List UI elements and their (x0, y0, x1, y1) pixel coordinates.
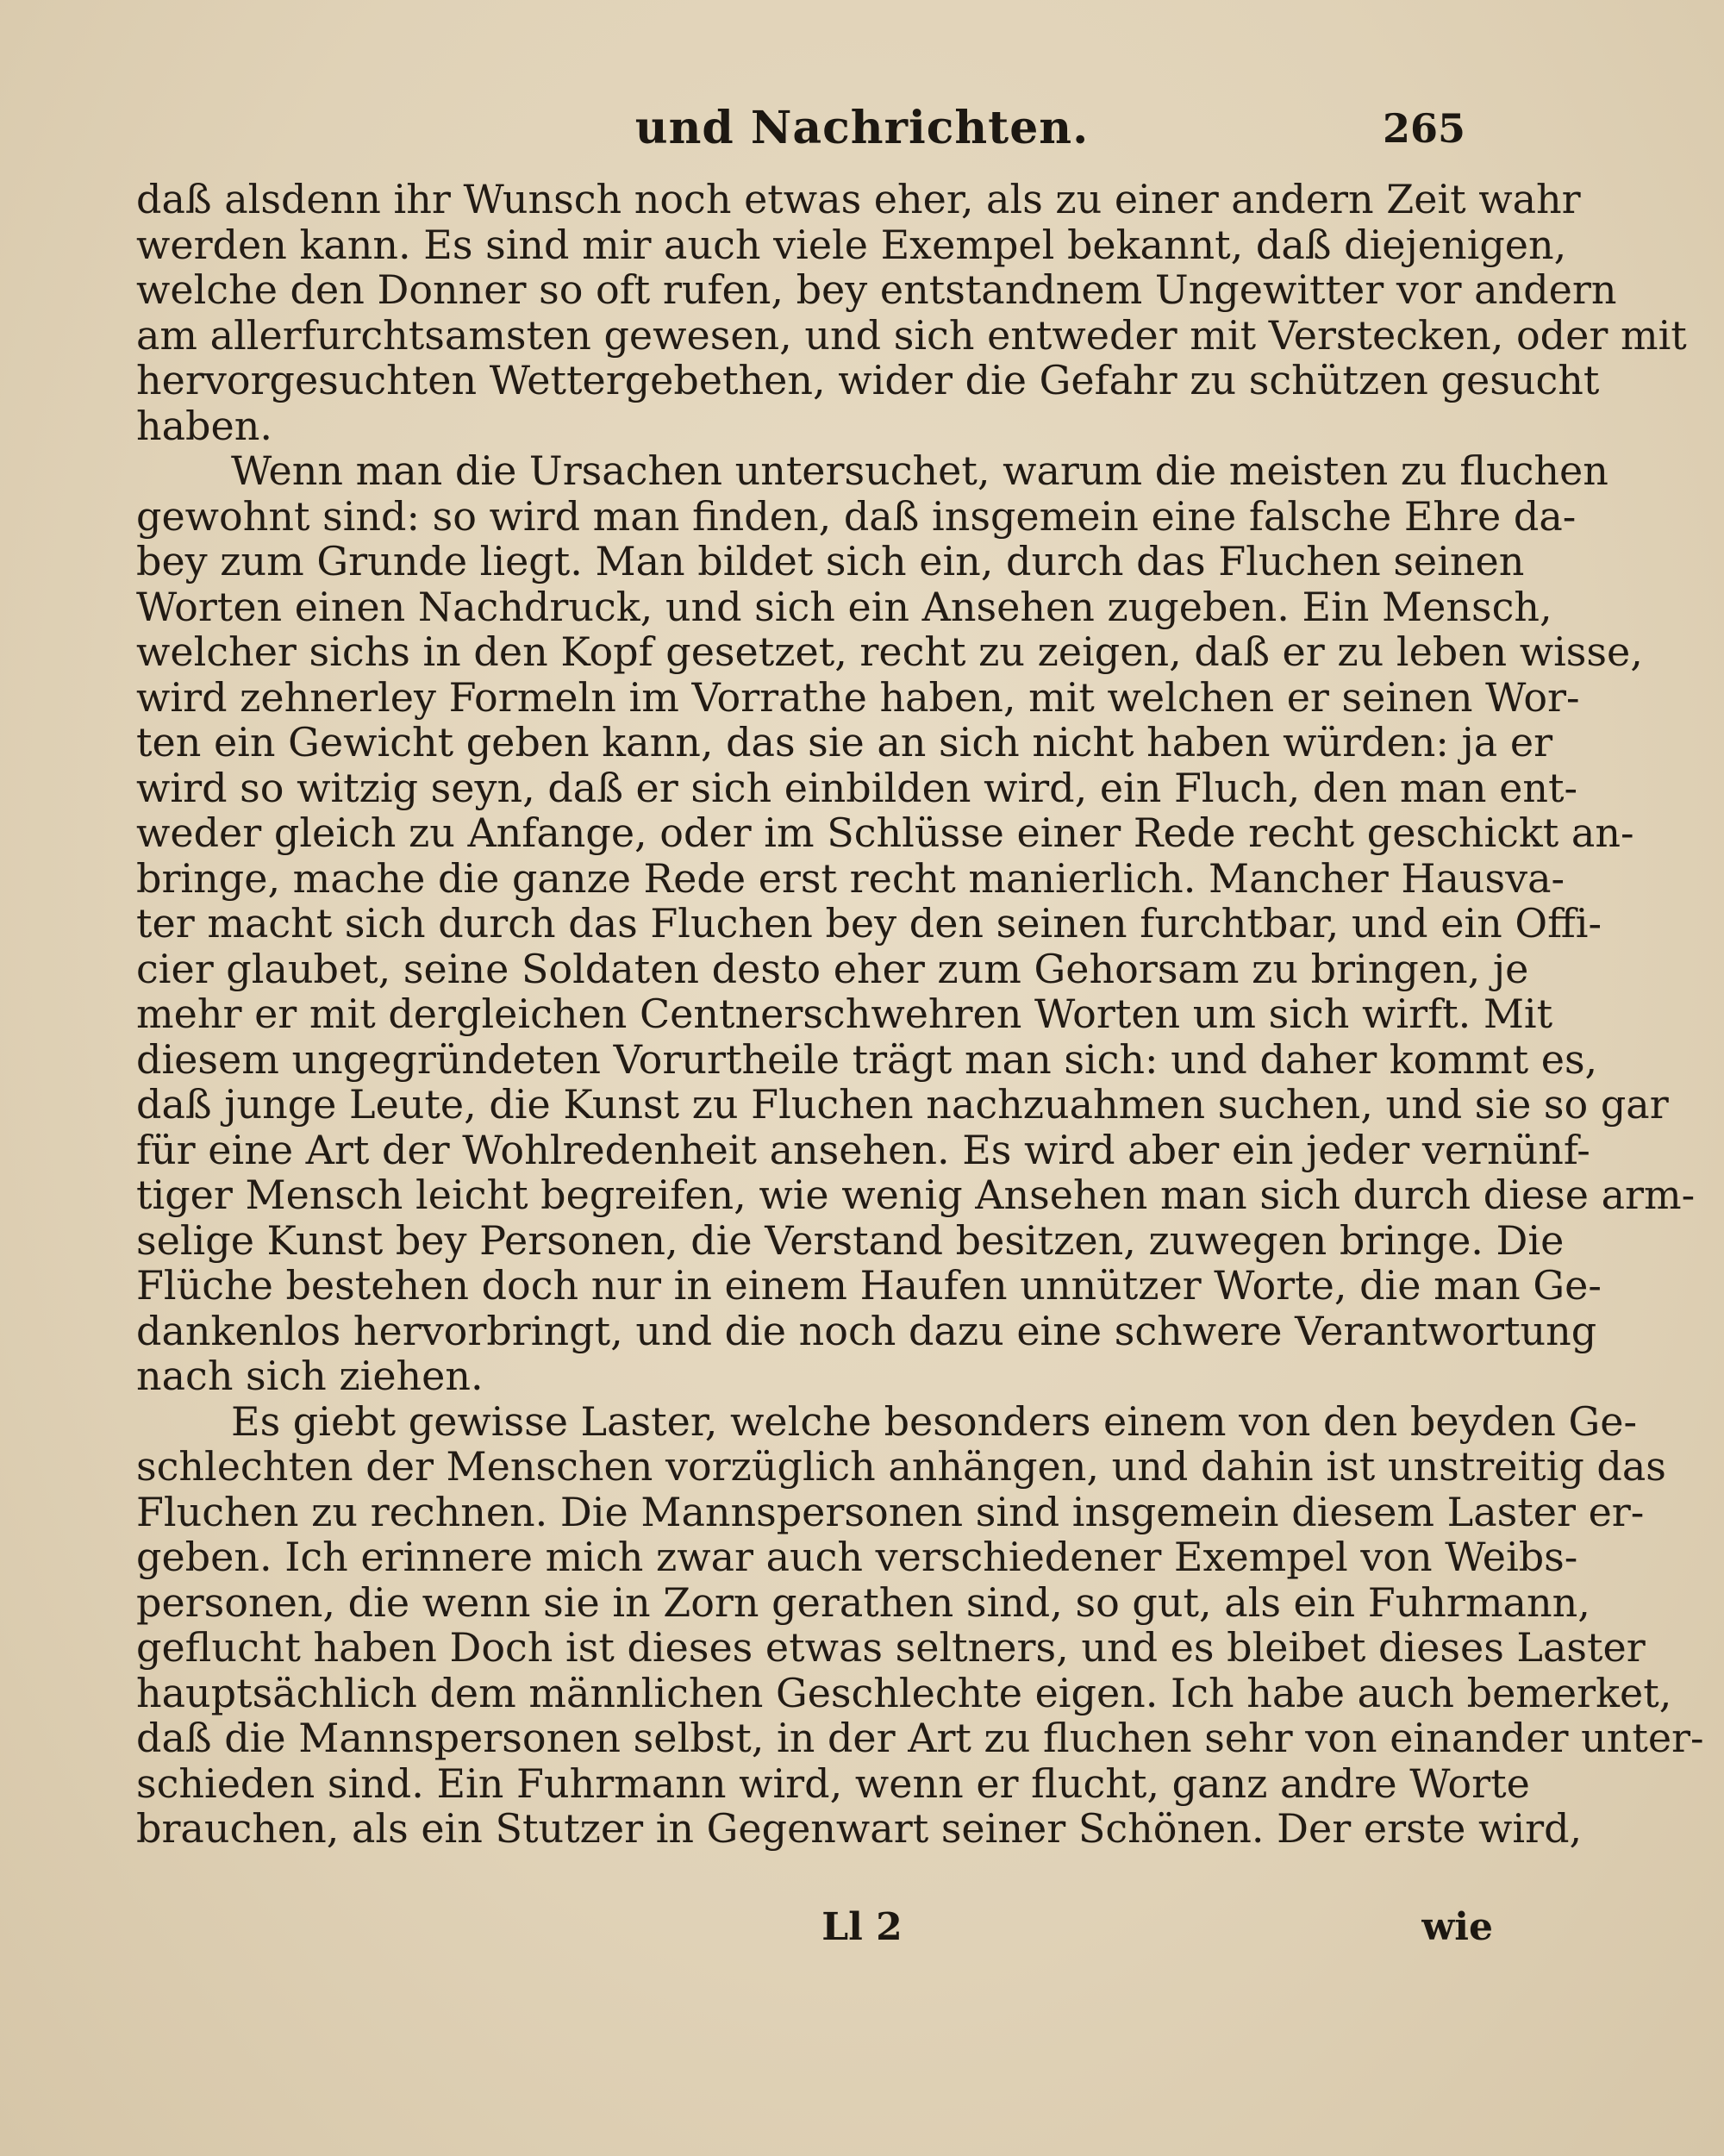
text-line: daß die Mannspersonen selbst, in der Art zu fluchen sehr von einander unter- (136, 1715, 1704, 1761)
page-header (0, 102, 1724, 162)
running-title: und Nachrichten. (634, 102, 1090, 154)
text-line: schlechten der Menschen vorzüglich anhängen, und dahin ist unstreitig das (136, 1443, 1666, 1490)
text-line: wird zehnerley Formeln im Vorrathe haben, mit welchen er seinen Wor- (136, 673, 1580, 721)
text-line: daß junge Leute, die Kunst zu Fluchen nachzuahmen suchen, und sie so gar (136, 1081, 1669, 1128)
text-line: cier glaubet, seine Soldaten desto eher zum Gehorsam zu bringen, je (136, 945, 1529, 992)
text-line: welcher sichs in den Kopf gesetzet, recht zu zeigen, daß er zu leben wisse, (136, 628, 1643, 675)
text-line: geflucht haben Doch ist dieses etwas seltners, und es bleibet dieses Laster (136, 1624, 1646, 1671)
signature-mark: Ll 2 (821, 1905, 903, 1949)
text-line: daß alsdenn ihr Wunsch noch etwas eher, als zu einer andern Zeit wahr (136, 176, 1581, 222)
text-line: geben. Ich erinnere mich zwar auch verschiedener Exempel von Weibs- (136, 1534, 1578, 1580)
text-line: hervorgesuchten Wettergebethen, wider die Gefahr zu schützen gesucht (136, 357, 1600, 403)
text-line: welche den Donner so oft rufen, bey entstandnem Ungewitter vor andern (136, 266, 1617, 313)
text-line: nach sich ziehen. (136, 1353, 484, 1399)
text-line: am allerfurchtsamsten gewesen, und sich entweder mit Verstecken, oder mit (136, 311, 1687, 359)
text-line: Worten einen Nachdruck, und sich ein Ansehen zugeben. Ein Mensch, (136, 583, 1552, 630)
text-line: personen, die wenn sie in Zorn gerathen sind, so gut, als ein Fuhrmann, (136, 1578, 1590, 1626)
text-line: Flüche bestehen doch nur in einem Haufen unnützer Worte, die man Ge- (136, 1262, 1602, 1309)
catchword: wie (1421, 1905, 1493, 1949)
text-line: hauptsächlich dem männlichen Geschlechte eigen. Ich habe auch bemerket, (136, 1669, 1672, 1716)
text-line: weder gleich zu Anfange, oder im Schlüsse einer Rede recht geschickt an- (136, 809, 1634, 856)
text-line: haben. (136, 402, 272, 449)
text-line: tiger Mensch leicht begreifen, wie wenig Ansehen man sich durch diese arm- (136, 1172, 1696, 1218)
page-number: 265 (1382, 105, 1465, 152)
text-line: gewohnt sind: so wird man finden, daß insgemein eine falsche Ehre da- (136, 492, 1577, 540)
text-line: ten ein Gewicht geben kann, das sie an sich nicht haben würden: ja er (136, 719, 1553, 766)
text-line: brauchen, als ein Stutzer in Gegenwart seiner Schönen. Der erste wird, (136, 1805, 1583, 1852)
text-line: diesem ungegründeten Vorurtheile trägt man sich: und daher kommt es, (136, 1035, 1598, 1083)
text-line: bey zum Grunde liegt. Man bildet sich ein, durch das Fluchen seinen (136, 538, 1525, 584)
paragraph-start: Es giebt gewisse Laster, welche besonders einem von den beyden Ge- (231, 1397, 1638, 1445)
text-line: ter macht sich durch das Fluchen bey den seinen furchtbar, und ein Offi- (136, 900, 1602, 947)
text-line: schieden sind. Ein Fuhrmann wird, wenn er flucht, ganz andre Worte (136, 1759, 1530, 1807)
text-line: werden kann. Es sind mir auch viele Exempel bekannt, daß diejenigen, (136, 221, 1567, 268)
text-line: mehr er mit dergleichen Centnerschwehren Worten um sich wirft. Mit (136, 991, 1553, 1037)
text-line: bringe, mache die ganze Rede erst recht manierlich. Mancher Hausva- (136, 854, 1565, 902)
text-line: Fluchen zu rechnen. Die Mannspersonen sind insgemein diesem Laster er- (136, 1488, 1645, 1535)
page-footer (0, 1905, 1724, 1957)
paragraph-start: Wenn man die Ursachen untersuchet, warum die meisten zu fluchen (231, 447, 1608, 494)
text-line: wird so witzig seyn, daß er sich einbilden wird, ein Fluch, den man ent- (136, 764, 1577, 811)
body-text (136, 176, 1704, 1852)
text-line: selige Kunst bey Personen, die Verstand besitzen, zuwegen bringe. Die (136, 1216, 1565, 1264)
text-line: für eine Art der Wohlredenheit ansehen. Es wird aber ein jeder vernünf- (136, 1126, 1590, 1173)
text-line: dankenlos hervorbringt, und die noch dazu eine schwere Verantwortung (136, 1307, 1597, 1354)
